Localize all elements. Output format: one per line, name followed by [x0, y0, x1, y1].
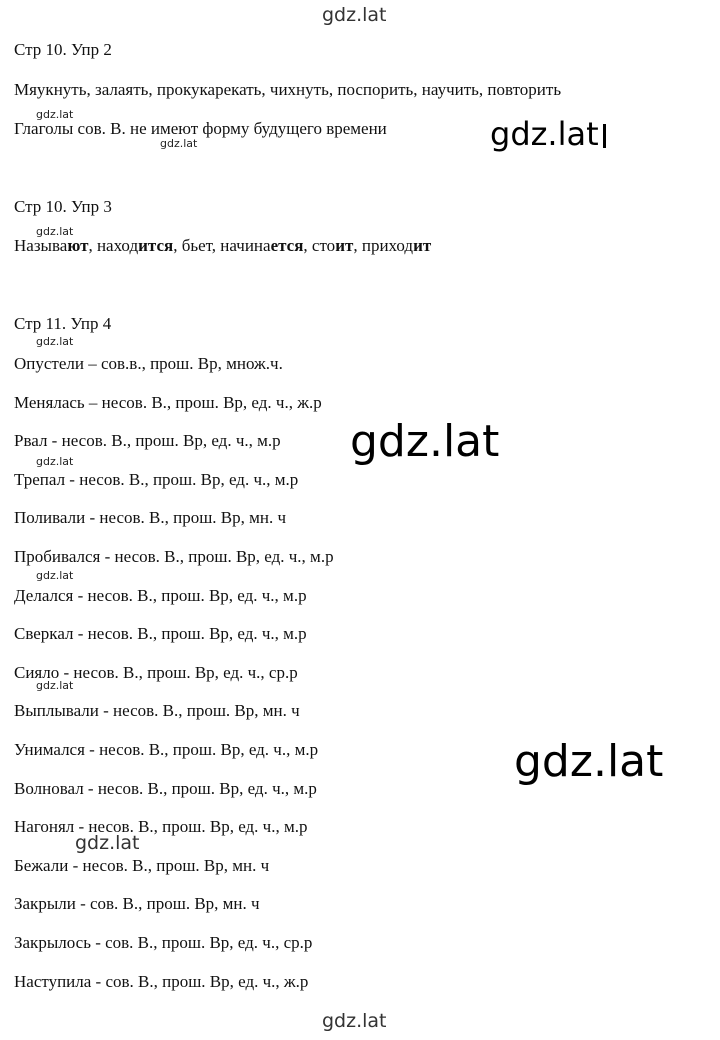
verb-stem: Называ [14, 236, 68, 255]
watermark-small: gdz.lat [36, 335, 74, 348]
watermark-medium-small: gdz.lat [75, 832, 140, 854]
exercise-heading: Стр 11. Упр 4 [14, 314, 112, 333]
answer-line: Делался - несов. В., прош. Вр, ед. ч., м.р [14, 586, 307, 605]
verb-ending: ит [335, 236, 354, 255]
answer-line: Бежали - несов. В., прош. Вр, мн. ч [14, 856, 270, 875]
answer-line-endings [14, 236, 431, 256]
verb-ending: ится [138, 236, 174, 255]
answer-line: Волновал - несов. В., прош. Вр, ед. ч., м.р [14, 779, 317, 798]
answer-line: Сверкал - несов. В., прош. Вр, ед. ч., м.р [14, 624, 307, 643]
verb-ending: ют [67, 236, 89, 255]
answer-line: Трепал - несов. В., прош. Вр, ед. ч., м.р [14, 470, 299, 489]
verb-ending: ется [270, 236, 304, 255]
answer-line: Закрыли - сов. В., прош. Вр, мн. ч [14, 894, 260, 913]
answer-line: Нагонял - несов. В., прош. Вр, ед. ч., м.р [14, 817, 308, 836]
answer-line: Менялась – несов. В., прош. Вр, ед. ч., ж.р [14, 393, 322, 412]
answer-line: Унимался - несов. В., прош. Вр, ед. ч., м.р [14, 740, 319, 759]
watermark-top: gdz.lat [322, 4, 387, 26]
watermark-small: gdz.lat [36, 225, 74, 238]
watermark-medium: gdz.lat [490, 115, 599, 153]
verb-stem: , сто [303, 236, 336, 255]
answer-line: Поливали - несов. В., прош. Вр, мн. ч [14, 508, 287, 527]
answer-line: Наступила - сов. В., прош. Вр, ед. ч., ж.р [14, 972, 309, 991]
answer-line: Мяукнуть, залаять, прокукарекать, чихнуть, поспорить, научить, повторить [14, 80, 562, 99]
watermark-small: gdz.lat [36, 108, 74, 121]
exercise-heading: Стр 10. Упр 3 [14, 197, 112, 216]
watermark-large: gdz.lat [350, 416, 500, 467]
verb-stem: , бьет, начина [173, 236, 271, 255]
answer-line: Пробивался - несов. В., прош. Вр, ед. ч., м.р [14, 547, 334, 566]
watermark-small: gdz.lat [36, 679, 74, 692]
answer-line: Опустели – сов.в., прош. Вр, множ.ч. [14, 354, 283, 373]
answer-line: Сияло - несов. В., прош. Вр, ед. ч., ср.р [14, 663, 298, 682]
watermark-small: gdz.lat [36, 455, 74, 468]
answer-line: Выплывали - несов. В., прош. Вр, мн. ч [14, 701, 300, 720]
watermark-small: gdz.lat [36, 569, 74, 582]
verb-stem: , приход [353, 236, 414, 255]
answer-line: Закрылось - сов. В., прош. Вр, ед. ч., ср.р [14, 933, 313, 952]
watermark-bar [603, 124, 606, 148]
answer-line: Рвал - несов. В., прош. Вр, ед. ч., м.р [14, 431, 281, 450]
answer-line: Глаголы сов. В. не имеют форму будущего времени [14, 119, 387, 138]
watermark-large: gdz.lat [514, 736, 664, 787]
exercise-heading: Стр 10. Упр 2 [14, 40, 112, 59]
watermark-bottom: gdz.lat [322, 1010, 387, 1032]
watermark-small: gdz.lat [160, 137, 198, 150]
verb-ending: ит [413, 236, 432, 255]
verb-stem: , наход [88, 236, 139, 255]
